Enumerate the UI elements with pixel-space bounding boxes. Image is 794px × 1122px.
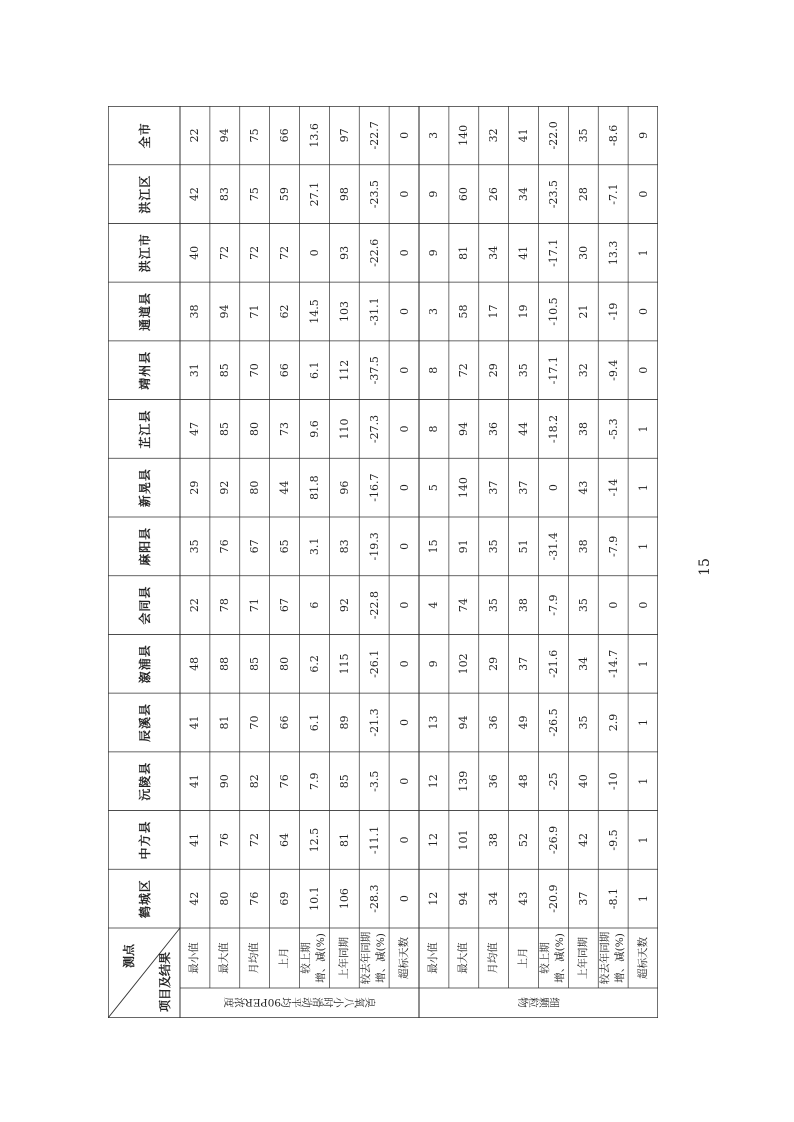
table-cell: 70 [248, 363, 262, 378]
table-cell: 88 [218, 656, 232, 671]
table-cell: 48 [188, 656, 202, 671]
table-cell: 5 [427, 484, 441, 492]
table-cell: 35 [517, 363, 531, 378]
corner-label-items: 项目及结果 [158, 951, 172, 1012]
table-cell: -21.3 [367, 708, 381, 737]
table-cell: 49 [517, 715, 531, 730]
table-cell: 59 [278, 187, 292, 202]
table-cell: -21.6 [546, 649, 560, 678]
rotated-table-area [108, 106, 658, 1018]
table-cell: 40 [576, 774, 590, 789]
station-header: 沅陵县 [137, 761, 152, 801]
table-cell: -5.3 [606, 418, 620, 440]
table-cell: 71 [248, 598, 262, 613]
table-cell: 81 [457, 245, 471, 260]
table-cell: 52 [517, 832, 531, 847]
table-cell: -19 [606, 302, 620, 321]
table-cell: -22.7 [367, 121, 381, 150]
table-cell: 3.1 [307, 537, 321, 556]
row-item-label-line: 较去年同期 [599, 931, 612, 985]
table-cell: 92 [218, 480, 232, 495]
table-cell: 15 [427, 539, 441, 554]
station-header: 溆浦县 [137, 644, 152, 684]
page-number: 15 [697, 558, 713, 576]
table-cell: 92 [337, 598, 351, 613]
table-cell: 22 [188, 598, 202, 613]
row-item-label [270, 928, 300, 988]
table-cell: 17 [487, 304, 501, 319]
table-cell: -25 [546, 772, 560, 791]
table-cell: 97 [337, 128, 351, 143]
table-cell: -17.1 [546, 238, 560, 267]
table-cell: 0 [397, 542, 411, 550]
table-cell: -11.1 [367, 825, 381, 855]
table-cell: 0 [397, 777, 411, 785]
group-label-text: 细颗粒物 [517, 996, 560, 1009]
table-cell: 28 [576, 187, 590, 202]
station-header: 会同县 [137, 585, 152, 625]
table-cell: 35 [576, 128, 590, 143]
table-cell: 140 [457, 477, 471, 499]
table-cell: 37 [487, 480, 501, 495]
table-cell: -10.5 [546, 297, 560, 326]
table-cell: 72 [248, 245, 262, 260]
row-item-label [539, 928, 569, 988]
table-cell: 12.5 [307, 827, 321, 853]
table-cell: 0 [636, 601, 650, 609]
table-cell: 1 [636, 484, 650, 492]
table-cell: 82 [248, 774, 262, 789]
row-item-label [568, 928, 598, 988]
table-cell: 73 [278, 421, 292, 436]
row-item-label [389, 928, 419, 988]
table-cell: -8.6 [606, 124, 620, 146]
row-item-label-line: 月均值 [248, 942, 261, 974]
table-cell: 140 [457, 124, 471, 146]
table-cell: -31.4 [546, 532, 560, 561]
table-cell: -7.9 [546, 594, 560, 616]
table-cell: 72 [218, 245, 232, 260]
table-cell: 29 [188, 480, 202, 495]
table-cell: 32 [487, 128, 501, 143]
table-cell: -7.9 [606, 535, 620, 557]
table-cell: 94 [218, 304, 232, 319]
table-cell: 12 [427, 774, 441, 789]
table-cell: 85 [248, 656, 262, 671]
table-cell: 1 [636, 836, 650, 844]
table-cell: -20.9 [546, 884, 560, 913]
row-item-label-line: 较上期 [539, 942, 552, 974]
table-cell: 9 [427, 249, 441, 257]
table-cell: 76 [248, 891, 262, 906]
table-cell: 85 [218, 421, 232, 436]
table-cell: 1 [636, 660, 650, 668]
row-item-label [509, 928, 539, 988]
table-cell: 115 [337, 653, 351, 675]
table-cell: -18.2 [546, 414, 560, 444]
row-item-label-line: 增、减(%) [614, 933, 627, 983]
station-header: 全市 [137, 122, 152, 149]
table-cell: 27.1 [307, 181, 321, 207]
table-cell: 35 [576, 598, 590, 613]
table-cell: 37 [517, 656, 531, 671]
table-cell: -9.4 [606, 359, 620, 381]
table-cell: -28.3 [367, 884, 381, 913]
table-cell: 41 [188, 774, 202, 789]
table-cell: 75 [248, 187, 262, 202]
table-cell: 37 [576, 891, 590, 906]
table-cell: 7.9 [307, 772, 321, 790]
table-cell: 38 [576, 421, 590, 436]
table-cell: 102 [457, 653, 471, 675]
table-cell: 0 [397, 836, 411, 844]
table-cell: 62 [278, 304, 292, 319]
table-cell: 3 [427, 131, 441, 139]
table-cell: 29 [487, 656, 501, 671]
table-cell: 0 [307, 249, 321, 257]
table-cell: 41 [517, 128, 531, 143]
table-cell: -26.5 [546, 708, 560, 737]
row-item-label [359, 928, 389, 988]
table-cell: 0 [636, 308, 650, 316]
table-cell: 48 [517, 774, 531, 789]
table-cell: 51 [517, 539, 531, 554]
row-item-label-line: 最小值 [427, 942, 440, 974]
table-cell: 6.1 [307, 713, 321, 732]
table-cell: 103 [337, 301, 351, 323]
table-cell: 67 [278, 598, 292, 613]
group-label [180, 988, 419, 1018]
table-cell: 80 [278, 656, 292, 671]
row-item-label-line: 上月 [278, 947, 291, 969]
table-cell: -3.5 [367, 770, 381, 792]
table-cell: -26.9 [546, 825, 560, 855]
table-cell: 3 [427, 308, 441, 316]
station-header: 辰溪县 [137, 703, 152, 743]
table-cell: 98 [337, 187, 351, 202]
table-cell: 37 [517, 480, 531, 495]
table-cell: 70 [248, 715, 262, 730]
table-cell: 4 [427, 601, 441, 609]
table-cell: 72 [457, 363, 471, 378]
table-cell: 29 [487, 363, 501, 378]
station-header: 新晃县 [137, 468, 152, 508]
table-cell: 76 [218, 832, 232, 847]
table-cell: 14.5 [307, 299, 321, 324]
row-item-label [598, 928, 628, 988]
table-cell: 94 [457, 715, 471, 730]
table-cell: -23.5 [546, 179, 560, 209]
table-cell: 6.2 [307, 655, 321, 673]
table-cell: -31.1 [367, 297, 381, 326]
row-item-label [180, 928, 210, 988]
station-header: 麻阳县 [137, 526, 152, 566]
table-cell: 38 [576, 539, 590, 554]
station-header: 通道县 [137, 292, 152, 332]
table-cell: 65 [278, 539, 292, 554]
table-cell: 13.3 [606, 240, 620, 266]
row-item-label [300, 928, 330, 988]
table-cell: 1 [636, 425, 650, 433]
table-cell: 10.1 [307, 886, 321, 911]
row-item-label-line: 最大值 [457, 942, 470, 974]
table-cell: 2.9 [606, 713, 620, 732]
table-cell: 41 [517, 245, 531, 260]
table-cell: 0 [397, 484, 411, 492]
table-cell: 0 [397, 131, 411, 139]
table-cell: 9 [427, 190, 441, 198]
table-cell: 1 [636, 719, 650, 727]
table-cell: 9 [636, 131, 650, 139]
table-cell: 1 [636, 895, 650, 903]
station-header: 靖州县 [137, 350, 152, 390]
station-header: 鹤城区 [137, 879, 152, 919]
table-cell: 13 [427, 715, 441, 730]
table-cell: 110 [337, 418, 351, 440]
table-cell: 66 [278, 715, 292, 730]
table-cell: 80 [248, 480, 262, 495]
row-item-label [240, 928, 270, 988]
table-cell: -10 [606, 772, 620, 791]
table-cell: -23.5 [367, 179, 381, 209]
table-cell: 44 [517, 421, 531, 436]
table-cell: 34 [487, 245, 501, 260]
table-cell: 8 [427, 425, 441, 433]
row-item-label [419, 928, 449, 988]
table-cell: 81 [218, 715, 232, 730]
table-cell: -37.5 [367, 356, 381, 385]
table-cell: 40 [188, 245, 202, 260]
table-cell: 6 [307, 601, 321, 609]
row-item-label-line: 最大值 [218, 942, 231, 974]
table-cell: -22.0 [546, 121, 560, 150]
table-cell: -7.1 [606, 183, 620, 205]
table-cell: 42 [188, 187, 202, 202]
table-cell: 0 [397, 425, 411, 433]
table-cell: 38 [188, 304, 202, 319]
station-header: 洪江市 [137, 233, 152, 273]
row-item-label [210, 928, 240, 988]
table-cell: 8 [427, 366, 441, 374]
table-cell: 42 [576, 832, 590, 847]
group-label-text: 臭氧八小时滑动平均90PER浓度 [223, 996, 376, 1009]
table-cell: 36 [487, 421, 501, 436]
table-cell: 36 [487, 715, 501, 730]
table-cell: 1 [636, 249, 650, 257]
table-cell: 36 [487, 774, 501, 789]
table-cell: -26.1 [367, 649, 381, 678]
table-cell: 80 [218, 891, 232, 906]
table-cell: 0 [397, 190, 411, 198]
table-cell: 42 [188, 891, 202, 906]
table-cell: 0 [397, 249, 411, 257]
table-cell: 0 [636, 366, 650, 374]
table-cell: 71 [248, 304, 262, 319]
table-cell: -22.8 [367, 590, 381, 620]
row-item-label [449, 928, 479, 988]
row-item-label-line: 增、减(%) [554, 933, 567, 983]
table-cell: 35 [576, 715, 590, 730]
table-cell: 6.1 [307, 361, 321, 379]
table-cell: 0 [606, 601, 620, 609]
table-cell: 58 [457, 304, 471, 319]
row-item-label-line: 月均值 [487, 942, 500, 974]
table-cell: 66 [278, 363, 292, 378]
table-cell: 34 [487, 891, 501, 906]
row-item-label-line: 上年同期 [337, 937, 350, 979]
table-cell: 80 [248, 421, 262, 436]
table-cell: 89 [337, 715, 351, 730]
table-cell: 43 [576, 480, 590, 495]
table-cell: 22 [188, 128, 202, 143]
table-cell: -8.1 [606, 888, 620, 910]
table-cell: 91 [457, 539, 471, 554]
table-cell: -17.1 [546, 356, 560, 385]
table-cell: 34 [517, 187, 531, 202]
table-cell: 106 [337, 888, 351, 910]
table-cell: 60 [457, 187, 471, 202]
table-cell: 38 [517, 598, 531, 613]
table-cell: 0 [397, 719, 411, 727]
table-cell: -14.7 [606, 649, 620, 678]
table-cell: 69 [278, 891, 292, 906]
table-cell: 9 [427, 660, 441, 668]
table-cell: 66 [278, 128, 292, 143]
table-cell: 19 [517, 304, 531, 319]
table-cell: 85 [218, 363, 232, 378]
table-cell: 32 [576, 363, 590, 378]
station-header: 芷江县 [137, 409, 152, 449]
table-cell: 96 [337, 480, 351, 495]
row-item-label [329, 928, 359, 988]
row-item-label-line: 上月 [517, 947, 530, 969]
table-cell: 0 [546, 484, 560, 492]
table-cell: 0 [397, 660, 411, 668]
table-cell: 94 [218, 128, 232, 143]
group-label [419, 988, 658, 1018]
table-cell: 31 [188, 363, 202, 378]
table-cell: 94 [457, 421, 471, 436]
table-cell: 12 [427, 832, 441, 847]
row-item-label-line: 超标天数 [636, 937, 649, 979]
table-cell: 81 [337, 832, 351, 847]
corner-label-stations: 测点 [122, 943, 136, 968]
table-cell: 44 [278, 480, 292, 495]
table-cell: 35 [487, 539, 501, 554]
table-cell: 30 [576, 245, 590, 260]
row-item-label-line: 较上期 [300, 942, 313, 974]
table-cell: -27.3 [367, 414, 381, 444]
table-cell: 0 [397, 601, 411, 609]
table-cell: 41 [188, 832, 202, 847]
table-cell: 94 [457, 891, 471, 906]
table-cell: 0 [397, 895, 411, 903]
table-cell: 12 [427, 891, 441, 906]
row-item-label-line: 增、减(%) [315, 933, 328, 983]
table-cell: 76 [218, 539, 232, 554]
station-header: 中方县 [137, 820, 152, 860]
table-cell: 9.6 [307, 420, 321, 438]
table-cell: 93 [337, 245, 351, 260]
table-cell: -16.7 [367, 473, 381, 502]
table-cell: 75 [248, 128, 262, 143]
table-cell: 90 [218, 774, 232, 789]
table-cell: 0 [636, 190, 650, 198]
table-cell: 21 [576, 304, 590, 319]
table-cell: 35 [487, 598, 501, 613]
table-cell: 85 [337, 774, 351, 789]
table-cell: 139 [457, 770, 471, 792]
table-cell: 34 [576, 656, 590, 671]
row-item-label [628, 928, 658, 988]
table-cell: 64 [278, 832, 292, 847]
table-cell: -14 [606, 478, 620, 497]
table-cell: 0 [397, 308, 411, 316]
row-item-label-line: 上年同期 [576, 937, 589, 979]
table-cell: -22.6 [367, 238, 381, 267]
table-cell: 72 [248, 832, 262, 847]
table-cell: 35 [188, 539, 202, 554]
table-cell: 81.8 [307, 475, 321, 500]
table-cell: 0 [397, 366, 411, 374]
row-item-label [479, 928, 509, 988]
table-cell: 83 [337, 539, 351, 554]
table-cell: 1 [636, 542, 650, 550]
table-cell: 47 [188, 421, 202, 436]
table-cell: 78 [218, 598, 232, 613]
table-cell: 41 [188, 715, 202, 730]
row-item-label-line: 较去年同期 [360, 931, 373, 985]
table-cell: 67 [248, 539, 262, 554]
table-cell: 112 [337, 359, 351, 381]
row-item-label-line: 增、减(%) [375, 933, 388, 983]
table-cell: 83 [218, 187, 232, 202]
table-cell: 13.6 [307, 123, 321, 148]
table-cell: 26 [487, 187, 501, 202]
table-cell: 43 [517, 891, 531, 906]
table-cell: -19.3 [367, 532, 381, 561]
row-item-label-line: 最小值 [188, 942, 201, 974]
table-cell: 101 [457, 829, 471, 851]
table-cell: 38 [487, 832, 501, 847]
table-cell: 74 [457, 598, 471, 613]
table-cell: 72 [278, 245, 292, 260]
table-cell: 1 [636, 777, 650, 785]
table-cell: -9.5 [606, 829, 620, 851]
table-cell: 76 [278, 774, 292, 789]
row-item-label-line: 超标天数 [397, 937, 410, 979]
station-header: 洪江区 [137, 174, 152, 214]
